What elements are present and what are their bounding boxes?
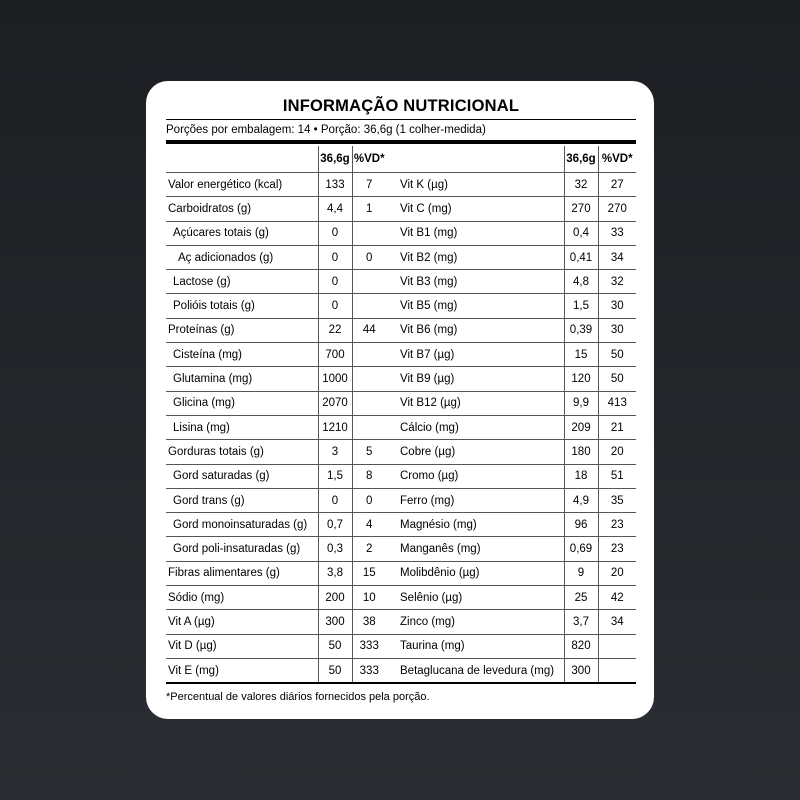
table-row: [166, 513, 636, 537]
nutrient-name-right: Vit B9 (µg): [396, 367, 564, 391]
nutrient-name-left: Valor energético (kcal): [166, 173, 318, 197]
nutrient-amount-right: 300: [564, 658, 598, 683]
nutrient-amount-left: 133: [318, 173, 352, 197]
column-gap: [386, 391, 396, 415]
nutrient-name-left: Proteínas (g): [166, 318, 318, 342]
nutrient-amount-right: 209: [564, 415, 598, 439]
nutrient-name-right: Vit B3 (mg): [396, 270, 564, 294]
table-row: [166, 537, 636, 561]
nutrition-label-card: [146, 81, 654, 719]
nutrient-amount-left: 0: [318, 270, 352, 294]
nutrient-name-left: Carboidratos (g): [166, 197, 318, 221]
nutrient-name-left: Cisteína (mg): [166, 343, 318, 367]
table-row: [166, 464, 636, 488]
nutrient-amount-left: 0: [318, 221, 352, 245]
column-gap: [386, 513, 396, 537]
nutrient-amount-right: 25: [564, 586, 598, 610]
table-row: [166, 318, 636, 342]
nutrient-vd-right: 30: [598, 318, 636, 342]
nutrient-amount-right: 96: [564, 513, 598, 537]
nutrient-vd-left: [352, 270, 386, 294]
nutrient-vd-left: [352, 294, 386, 318]
nutrient-amount-left: 700: [318, 343, 352, 367]
nutrient-amount-left: 1,5: [318, 464, 352, 488]
column-gap: [386, 245, 396, 269]
nutrition-label: [166, 95, 636, 704]
nutrient-name-right: Vit C (mg): [396, 197, 564, 221]
portions-info: Porções por embalagem: 14 • Porção: 36,6g (1 colher-medida): [166, 124, 486, 136]
nutrient-vd-right: 21: [598, 415, 636, 439]
nutrient-amount-left: 1000: [318, 367, 352, 391]
nutrient-name-left: Gord poli-insaturadas (g): [166, 537, 318, 561]
nutrient-amount-right: 32: [564, 173, 598, 197]
nutrient-amount-right: 0,69: [564, 537, 598, 561]
nutrient-amount-right: 4,8: [564, 270, 598, 294]
nutrient-amount-right: 0,4: [564, 221, 598, 245]
table-row: [166, 610, 636, 634]
column-gap: [386, 197, 396, 221]
table-row: [166, 221, 636, 245]
nutrient-vd-left: 333: [352, 658, 386, 683]
nutrient-name-right: Cobre (µg): [396, 440, 564, 464]
nutrient-name-left: Glicina (mg): [166, 391, 318, 415]
nutrient-name-left: Sódio (mg): [166, 586, 318, 610]
nutrient-name-right: Vit B1 (mg): [396, 221, 564, 245]
nutrient-vd-left: 38: [352, 610, 386, 634]
nutrient-amount-left: 4,4: [318, 197, 352, 221]
nutrient-amount-right: 180: [564, 440, 598, 464]
table-row: [166, 658, 636, 683]
nutrient-amount-left: 2070: [318, 391, 352, 415]
nutrient-vd-left: [352, 221, 386, 245]
nutrient-amount-left: 0: [318, 245, 352, 269]
table-row: [166, 367, 636, 391]
table-row: [166, 415, 636, 439]
nutrient-vd-right: 27: [598, 173, 636, 197]
nutrient-name-right: Manganês (mg): [396, 537, 564, 561]
nutrient-amount-right: 0,41: [564, 245, 598, 269]
column-gap: [386, 561, 396, 585]
nutrient-amount-right: 820: [564, 634, 598, 658]
nutrient-amount-right: 120: [564, 367, 598, 391]
nutrient-vd-right: 32: [598, 270, 636, 294]
column-gap: [386, 537, 396, 561]
column-gap: [386, 221, 396, 245]
table-header-row: [166, 146, 636, 173]
nutrient-amount-left: 0: [318, 294, 352, 318]
column-gap: [386, 440, 396, 464]
nutrient-vd-left: [352, 343, 386, 367]
nutrient-amount-left: 50: [318, 658, 352, 683]
nutrient-amount-left: 3: [318, 440, 352, 464]
table-row: [166, 173, 636, 197]
header-vd-left: %VD*: [352, 146, 386, 173]
nutrient-vd-left: 8: [352, 464, 386, 488]
thick-divider: [166, 140, 636, 144]
nutrient-vd-right: 34: [598, 245, 636, 269]
nutrient-amount-right: 15: [564, 343, 598, 367]
nutrient-vd-left: 2: [352, 537, 386, 561]
nutrient-vd-left: 7: [352, 173, 386, 197]
nutrition-table: [166, 146, 636, 684]
nutrient-amount-right: 270: [564, 197, 598, 221]
nutrient-vd-left: [352, 415, 386, 439]
nutrient-vd-right: 413: [598, 391, 636, 415]
nutrient-amount-left: 50: [318, 634, 352, 658]
nutrient-vd-left: [352, 391, 386, 415]
column-gap: [386, 415, 396, 439]
nutrient-name-right: Ferro (mg): [396, 488, 564, 512]
nutrient-name-right: Vit B2 (mg): [396, 245, 564, 269]
nutrient-name-left: Gord saturadas (g): [166, 464, 318, 488]
nutrient-amount-left: 300: [318, 610, 352, 634]
nutrient-vd-right: 23: [598, 537, 636, 561]
header-vd-right: %VD*: [598, 146, 636, 173]
nutrient-vd-right: 20: [598, 440, 636, 464]
nutrient-name-right: Vit B5 (mg): [396, 294, 564, 318]
column-gap: [386, 294, 396, 318]
nutrient-vd-left: [352, 367, 386, 391]
column-gap: [386, 658, 396, 683]
nutrient-vd-right: 20: [598, 561, 636, 585]
nutrient-vd-right: 50: [598, 343, 636, 367]
column-gap: [386, 343, 396, 367]
nutrient-name-right: Cromo (µg): [396, 464, 564, 488]
column-gap: [386, 173, 396, 197]
nutrient-vd-right: 51: [598, 464, 636, 488]
nutrient-vd-right: [598, 634, 636, 658]
nutrient-name-right: Magnésio (mg): [396, 513, 564, 537]
nutrient-vd-left: 44: [352, 318, 386, 342]
header-blank-left: [166, 146, 318, 173]
nutrient-name-left: Fibras alimentares (g): [166, 561, 318, 585]
nutrient-amount-left: 0: [318, 488, 352, 512]
nutrient-vd-left: 4: [352, 513, 386, 537]
nutrition-table-body: [166, 146, 636, 683]
nutrient-name-right: Betaglucana de levedura (mg): [396, 658, 564, 683]
column-gap: [386, 318, 396, 342]
nutrient-amount-right: 9,9: [564, 391, 598, 415]
nutrient-name-left: Vit A (µg): [166, 610, 318, 634]
label-title: INFORMAÇÃO NUTRICIONAL: [282, 97, 520, 115]
nutrient-vd-left: 5: [352, 440, 386, 464]
table-row: [166, 488, 636, 512]
table-row: [166, 197, 636, 221]
nutrient-name-left: Glutamina (mg): [166, 367, 318, 391]
column-gap: [386, 367, 396, 391]
nutrient-amount-right: 1,5: [564, 294, 598, 318]
nutrient-name-right: Selênio (µg): [396, 586, 564, 610]
column-gap: [386, 464, 396, 488]
table-row: [166, 294, 636, 318]
nutrient-vd-right: 34: [598, 610, 636, 634]
nutrient-vd-left: 0: [352, 245, 386, 269]
nutrient-vd-left: 0: [352, 488, 386, 512]
nutrient-name-left: Gord trans (g): [166, 488, 318, 512]
header-amount-left: 36,6g: [318, 146, 352, 173]
nutrient-name-right: Vit B7 (µg): [396, 343, 564, 367]
nutrient-name-right: Vit K (µg): [396, 173, 564, 197]
nutrient-name-right: Taurina (mg): [396, 634, 564, 658]
column-gap: [386, 634, 396, 658]
table-row: [166, 391, 636, 415]
nutrient-name-left: Polióis totais (g): [166, 294, 318, 318]
nutrient-amount-left: 22: [318, 318, 352, 342]
nutrient-name-left: Aç adicionados (g): [166, 245, 318, 269]
nutrient-name-left: Vit D (µg): [166, 634, 318, 658]
nutrient-vd-right: 270: [598, 197, 636, 221]
table-row: [166, 634, 636, 658]
nutrient-amount-right: 3,7: [564, 610, 598, 634]
nutrient-amount-right: 18: [564, 464, 598, 488]
table-row: [166, 440, 636, 464]
header-amount-right: 36,6g: [564, 146, 598, 173]
table-row: [166, 270, 636, 294]
nutrient-vd-left: 1: [352, 197, 386, 221]
header-blank-right: [396, 146, 564, 173]
nutrient-vd-right: 33: [598, 221, 636, 245]
nutrient-amount-left: 3,8: [318, 561, 352, 585]
nutrient-amount-left: 1210: [318, 415, 352, 439]
column-gap: [386, 586, 396, 610]
table-row: [166, 245, 636, 269]
nutrient-name-left: Lactose (g): [166, 270, 318, 294]
nutrient-vd-right: 23: [598, 513, 636, 537]
nutrient-amount-left: 0,7: [318, 513, 352, 537]
nutrient-amount-left: 200: [318, 586, 352, 610]
nutrient-name-right: Vit B12 (µg): [396, 391, 564, 415]
nutrient-name-right: Vit B6 (mg): [396, 318, 564, 342]
nutrient-name-left: Lisina (mg): [166, 415, 318, 439]
nutrient-name-left: Vit E (mg): [166, 658, 318, 683]
nutrient-vd-left: 333: [352, 634, 386, 658]
column-gap: [386, 270, 396, 294]
column-gap: [386, 610, 396, 634]
nutrient-vd-right: 35: [598, 488, 636, 512]
table-row: [166, 343, 636, 367]
nutrient-name-left: Gorduras totais (g): [166, 440, 318, 464]
nutrient-vd-left: 15: [352, 561, 386, 585]
table-row: [166, 561, 636, 585]
nutrient-amount-right: 9: [564, 561, 598, 585]
header-gap: [386, 146, 396, 173]
nutrient-name-left: Gord monoinsaturadas (g): [166, 513, 318, 537]
nutrient-name-right: Cálcio (mg): [396, 415, 564, 439]
nutrient-amount-right: 0,39: [564, 318, 598, 342]
nutrient-vd-right: 42: [598, 586, 636, 610]
nutrient-vd-right: 30: [598, 294, 636, 318]
nutrient-amount-left: 0,3: [318, 537, 352, 561]
nutrient-amount-right: 4,9: [564, 488, 598, 512]
nutrient-name-left: Açúcares totais (g): [166, 221, 318, 245]
footnote: *Percentual de valores diários fornecidos pela porção.: [166, 691, 430, 704]
nutrient-name-right: Molibdênio (µg): [396, 561, 564, 585]
table-row: [166, 586, 636, 610]
nutrient-vd-left: 10: [352, 586, 386, 610]
nutrient-vd-right: 50: [598, 367, 636, 391]
nutrient-vd-right: [598, 658, 636, 683]
title-divider: [166, 119, 636, 120]
nutrient-name-right: Zinco (mg): [396, 610, 564, 634]
column-gap: [386, 488, 396, 512]
